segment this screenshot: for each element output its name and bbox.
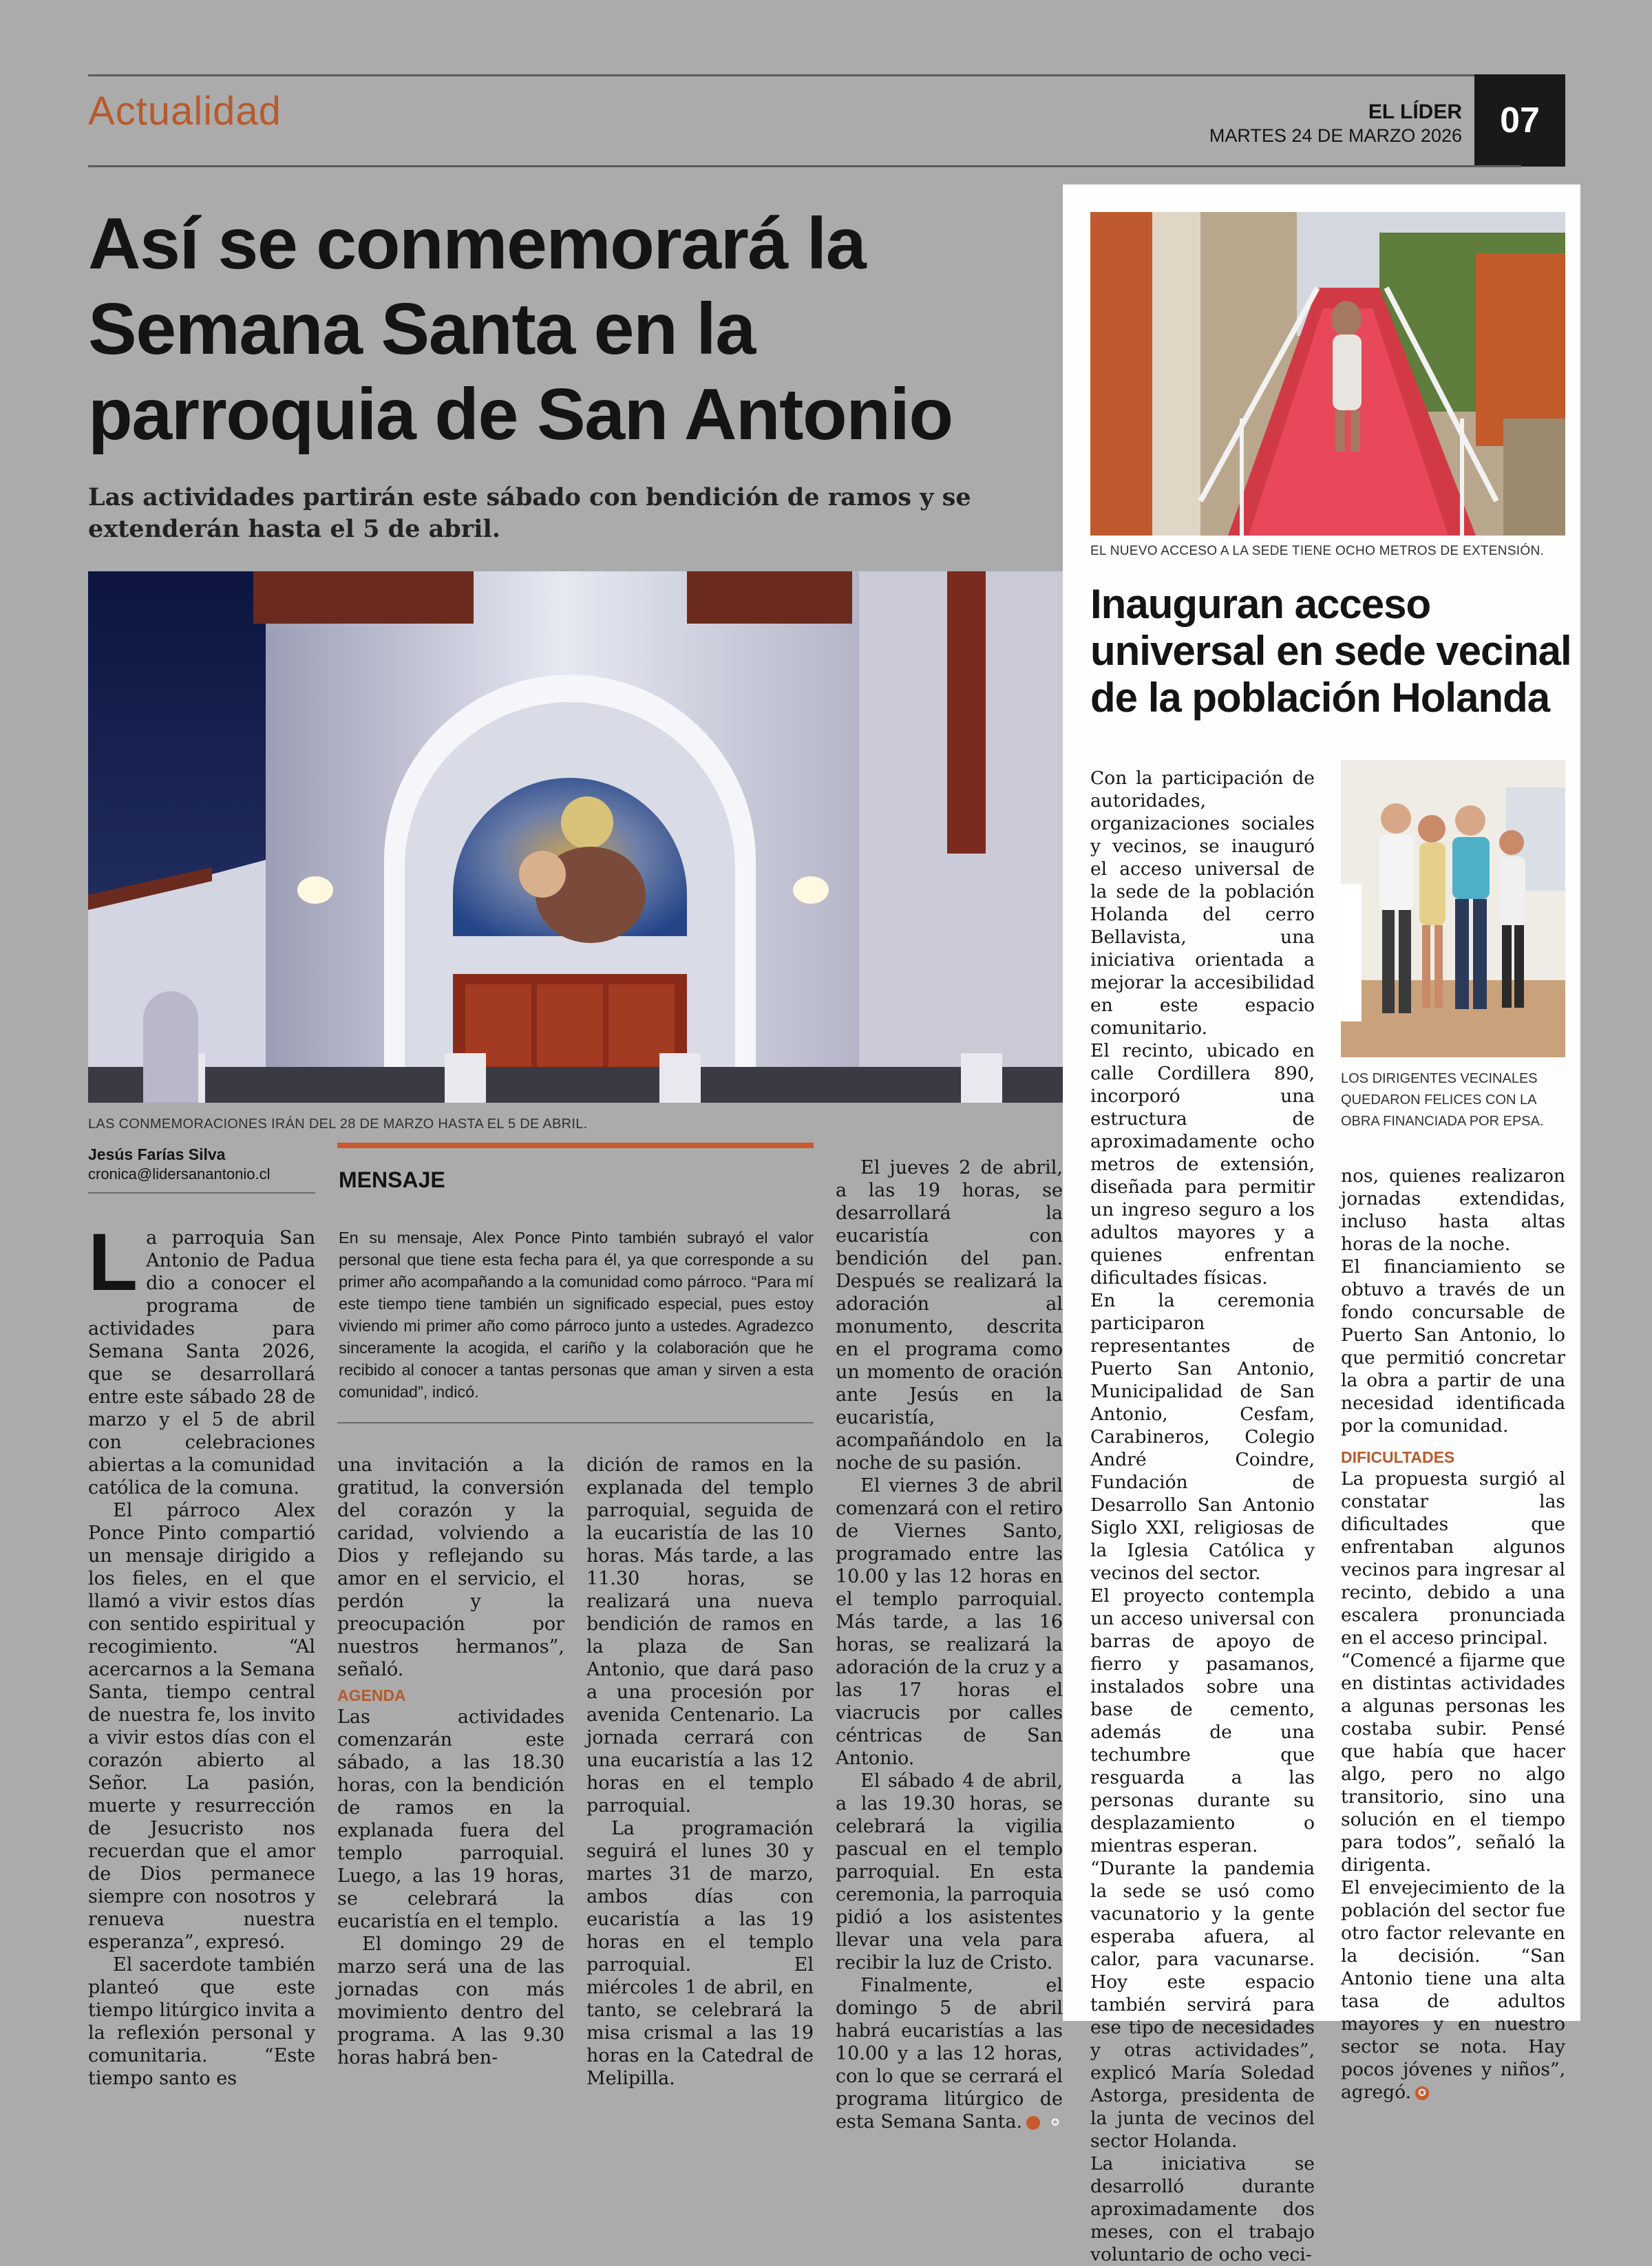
end-mark-icon: ✪ [1415, 2086, 1429, 2100]
message-title: MENSAJE [339, 1167, 445, 1192]
group-photo-caption: LOS DIRIGENTES VECINALES QUEDARON FELICES CON LA OBRA FINANCIADA POR EPSA. [1341, 1071, 1544, 1129]
article-paragraph: En la ceremonia participaron representantes de Puerto San Antonio, Municipalidad de San Antonio, Cesfam, Carabineros, Colegio André Coindre, Fundación de Desarrollo San Antonio Siglo XXI, religiosas de la Iglesia Católica y vecinos del sector. [1090, 1290, 1315, 1584]
church-photo [88, 571, 1064, 1103]
article-paragraph: La parroquia San Antonio de Padua dio a conocer el programa de actividades para Semana Santa 2026, que se desarrollará entre este sábado 28 de marzo y el 5 de abril con celebraciones abiertas a la comunidad católica de la comuna. [88, 1217, 315, 1499]
article-paragraph: El financiamiento se obtuvo a través de un fondo concursable de Puerto San Antonio, lo que permitió concretar la obra a partir de una necesidad identificada por la comunidad. [1341, 1256, 1565, 1437]
sidebar-headline: Inauguran acceso universal en sede vecinal de la población Holanda [1090, 581, 1571, 721]
church-photo-caption: LAS CONMEMORACIONES IRÁN DEL 28 DE MARZO HASTA EL 5 DE ABRIL. [88, 1116, 588, 1132]
main-column-2 [337, 1454, 564, 2069]
main-headline: Así se conmemorará la Semana Santa en la parroquia de San Antonio [88, 203, 953, 455]
main-column-1 [88, 1217, 315, 2090]
article-paragraph: El recinto, ubicado en calle Cordillera 890, incorporó una estructura de aproximadamente ocho metros de extensión, diseñada para permitir un ingreso seguro a los adultos mayores y a quienes enfrentan dificultades físicas. [1090, 1040, 1315, 1289]
author-email: cronica@lidersanantonio.cl [88, 1165, 271, 1183]
author-name: Jesús Farías Silva [88, 1145, 226, 1163]
article-paragraph: La propuesta surgió al constatar las dificultades que enfrentaban algunos vecinos para ingresar al recinto, debido a una escalera pronunciada en el acceso principal. [1341, 1468, 1565, 1649]
article-paragraph: Con la participación de autoridades, organizaciones sociales y vecinos, se inauguró el acceso universal de la sede de la población Holanda del cerro Bellavista, una iniciativa orientada a mejorar la accesibilidad en este espacio comunitario. [1090, 767, 1315, 1039]
drop-cap: L [88, 1217, 138, 1308]
group-photo [1341, 760, 1565, 1057]
page-number: 07 [1474, 74, 1565, 167]
article-paragraph: El párroco Alex Ponce Pinto compartió un mensaje dirigido a los fieles, en el que llamó a vivir estos días con sentido espiritual y recogimiento. “Al acercarnos a la Semana Santa, tiempo central de nuestra fe, los invito a vivir estos días con el corazón abierto al Señor. La pasión, muerte y resurrección de Jesucristo nos recuerdan que el amor de Dios permanece siempre con nosotros y renueva nuestra esperanza”, expresó. [88, 1500, 315, 1953]
agenda-subhead: AGENDA [337, 1686, 406, 1704]
article-paragraph: La iniciativa se desarrolló durante aproximadamente dos meses, con el trabajo voluntario de ocho veci- [1090, 2153, 1315, 2265]
article-paragraph: nos, quienes realizaron jornadas extendidas, incluso hasta altas horas de la noche. [1341, 1165, 1565, 1255]
article-paragraph: dición de ramos en la explanada del templo parroquial, seguida de la eucaristía de las 10 horas. Más tarde, a las 11.30 horas, se realizará una nueva bendición de ramos en la plaza de San Antonio, que dará paso a una procesión por avenida Centenario. La jornada cerrará con una eucaristía a las 12 horas en el templo parroquial. [586, 1454, 814, 1817]
top-rule [88, 74, 1565, 76]
ramp-photo-caption: EL NUEVO ACCESO A LA SEDE TIENE OCHO METROS DE EXTENSIÓN. [1090, 544, 1545, 558]
end-mark-icon: ✪ [1026, 2116, 1040, 2130]
article-paragraph: La programación seguirá el lunes 30 y martes 31 de marzo, ambos días con eucaristía a las 19 horas en el templo parroquial. El miércoles 1 de abril, en tanto, se celebrará la misa crismal a las 19 horas en la Catedral de Melipilla. [586, 1818, 814, 2089]
article-paragraph: Finalmente, el domingo 5 de abril habrá eucaristías a las 10.00 y a las 12 horas, con lo que se cerrará el programa litúrgico de esta Semana Santa. ✪ [836, 1975, 1063, 2132]
issue-date: MARTES 24 DE MARZO 2026 [1209, 125, 1462, 146]
article-paragraph: Las actividades comenzarán este sábado, a las 18.30 horas, con la bendición de ramos en la explanada fuera del templo parroquial. Luego, a las 19 horas, se celebrará la eucaristía en el templo. [337, 1706, 564, 1932]
article-paragraph: El sábado 4 de abril, a las 19.30 horas, se celebrará la vigilia pascual en el templo parroquial. En esta ceremonia, la parroquia pidió a los asistentes llevar una vela para recibir la luz de Cristo. [836, 1770, 1063, 1973]
article-paragraph: una invitación a la gratitud, la conversión del corazón y la caridad, volviendo a Dios y reflejando su amor en el servicio, el perdón y la preocupación por nuestros hermanos”, señaló. [337, 1454, 564, 1680]
article-paragraph: El viernes 3 de abril comenzará con el retiro de Viernes Santo, programado entre las 10.00 y las 12 horas en el templo parroquial. Más tarde, a las 16 horas, se realizará la adoración de la cruz y a las 17 horas el viacrucis por calles céntricas de San Antonio. [836, 1475, 1063, 1769]
article-paragraph: “Durante la pandemia la sede se usó como vacunatorio y la gente esperaba afuera, al calor, para vacunarse. Hoy este espacio también servirá para ese tipo de necesidades y otras actividades”, explicó María Soledad Astorga, presidenta de la junta de vecinos del sector Holanda. [1090, 1858, 1315, 2152]
article-paragraph: El proyecto contempla un acceso universal con barras de apoyo de fierro y pasamanos, instalados sobre una base de cemento, además de una techumbre que resguarda a las personas durante su desplazamiento o mientras esperan. [1090, 1585, 1315, 1856]
difficulties-subhead: DIFICULTADES [1341, 1448, 1455, 1466]
sidebar-column-1 [1090, 767, 1315, 2266]
main-deck: Las actividades partirán este sábado con bendición de ramos y se extenderán hasta el 5 de abril. [88, 483, 971, 543]
byline [88, 1144, 315, 1194]
article-paragraph: “Comencé a fijarme que en distintas actividades a algunas personas les costaba subir. Pensé que había que hacer algo, pero no algo transitorio, sino una solución en el tiempo para todos”, señaló la dirigenta. [1341, 1650, 1565, 1876]
message-text: En su mensaje, Alex Ponce Pinto también subrayó el valor personal que tiene esta fecha para él, ya que corresponde a su primer año acompañando a la comunidad como párroco. “Para mí este tiempo tiene también un significado especial, pues estoy viviendo mi primer año como párroco junto a ustedes. Agradezco sinceramente la acogida, el cariño y la colaboración que he recibido al conocer a tantas personas que aman y sirven a esta comunidad”, indicó. [339, 1229, 814, 1401]
article-paragraph: El jueves 2 de abril, a las 19 horas, se desarrollará la eucaristía con bendición del pan. Después se realizará la adoración al monumento, descrita en el programa como un momento de oración ante Jesús en la eucaristía, acompañándolo en la noche de su pasión. [836, 1157, 1063, 1474]
section-label: Actualidad [88, 89, 282, 134]
message-rule [337, 1422, 814, 1423]
main-column-3 [586, 1454, 814, 2090]
main-column-4 [836, 1156, 1063, 2133]
paper-name: EL LÍDER [1368, 100, 1462, 123]
masthead [1209, 100, 1462, 147]
article-paragraph: El sacerdote también planteó que este tiempo litúrgico invita a la reflexión personal y comunitaria. “Este tiempo santo es [88, 1954, 315, 2089]
ramp-photo [1090, 212, 1565, 536]
header-rule [88, 165, 1521, 167]
article-paragraph: El envejecimiento de la población del sector fue otro factor relevante en la decisión. “San Antonio tiene una alta tasa de adultos mayores y en nuestro sector se nota. Hay pocos jóvenes y niños”, agregó. ✪ [1341, 1877, 1565, 2103]
sidebar-column-2 [1341, 1165, 1565, 2104]
article-paragraph: El domingo 29 de marzo será una de las jornadas con más movimiento dentro del programa. A las 9.30 horas habrá ben- [337, 1934, 564, 2068]
message-accent-bar [337, 1143, 814, 1148]
